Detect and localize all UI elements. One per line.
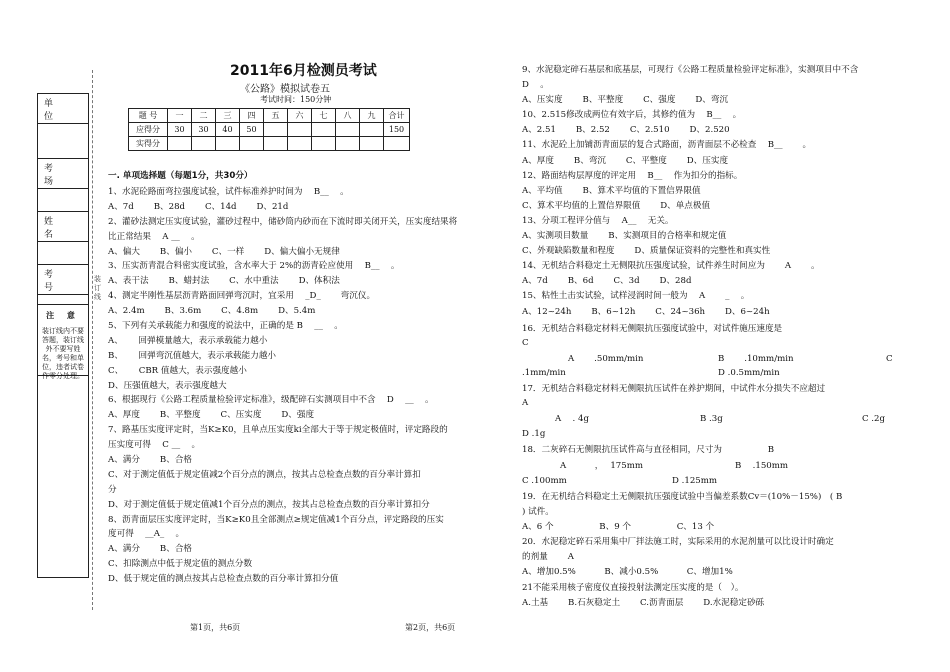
question-line: D、压强值越大，表示强度越大 — [108, 380, 227, 391]
score-col: 一 — [168, 109, 192, 123]
question-line: ) 试件。 — [522, 507, 554, 518]
field-unit-space[interactable] — [38, 124, 88, 159]
score-cell: 50 — [240, 123, 264, 137]
score-cell: 40 — [216, 123, 240, 137]
score-table-header-row — [129, 109, 410, 123]
score-input-cell[interactable] — [288, 137, 312, 151]
binding-column — [37, 93, 89, 578]
page-number-2: 第2页，共6页 — [405, 623, 456, 632]
question-line: A.土基 B.石灰稳定土 C.沥青面层 D.水泥稳定砂砾 — [522, 597, 765, 608]
score-col: 三 — [216, 109, 240, 123]
field-exam-number: 考 号 — [38, 265, 88, 295]
field-exam-room-space[interactable] — [38, 189, 88, 212]
question-line: A、压实度 B、平整度 C、强度 D、弯沉 — [522, 95, 729, 106]
q16-answer: C — [522, 338, 529, 348]
score-col: 六 — [288, 109, 312, 123]
q16-stem: 16．无机结合料稳定材料无侧限抗压强度试验中，对试件施压速度是 — [522, 324, 783, 334]
question-line: A、厚度 B、平整度 C、压实度 D、强度 — [108, 410, 315, 421]
question-line: 9、水泥稳定碎石基层和底基层，可现行《公路工程质量检验评定标准》，实测项目中不含 — [522, 65, 859, 75]
exam-time: 考试时间：150分钟 — [260, 95, 332, 104]
question-line: B、 回弹弯沉值越大，表示承载能力越小 — [108, 350, 277, 361]
question-line: 2、灌砂法测定压实度试验，灌砂过程中，储砂筒内砂而在下流时即关闭开关，压实度结果将 — [108, 216, 458, 227]
question-line: A、厚度 B、弯沉 C、平整度 D、压实度 — [522, 155, 729, 166]
question-line: 4、测定半刚性基层沥青路面回弹弯沉时，宜采用 _D_ 弯沉仪。 — [108, 291, 376, 302]
exam-title: 2011年6月检测员考试 — [230, 63, 377, 79]
score-cell — [264, 123, 288, 137]
score-cell — [288, 123, 312, 137]
score-col: 九 — [360, 109, 384, 123]
question-line: A、2.4m B、3.6m C、4.8m D、5.4m — [108, 306, 316, 317]
score-input-cell[interactable] — [192, 137, 216, 151]
score-input-cell[interactable] — [216, 137, 240, 151]
question-line: D、低于规定值的测点按其占总检查点数的百分率计算扣分值 — [108, 574, 339, 585]
question-line: A、增加0.5% B、减小0.5% C、增加1% — [522, 567, 733, 578]
question-line: A、满分 B、合格 — [108, 544, 193, 555]
page-number-1: 第1页，共6页 — [190, 623, 241, 632]
field-name-space[interactable] — [38, 242, 88, 265]
score-input-cell[interactable] — [384, 137, 410, 151]
question-line: A、平均值 B、算术平均值的下置信界限值 — [522, 185, 701, 196]
field-unit: 单 位 — [38, 94, 88, 124]
score-col: 二 — [192, 109, 216, 123]
score-cell-total: 150 — [384, 123, 410, 137]
question-line: 19．在无机结合料稳定土无侧限抗压强度试验中当偏差系数Cv＝(10%－15%) ( B — [522, 492, 843, 502]
score-col: 八 — [336, 109, 360, 123]
question-line: 10、2.515修改成两位有效字后，其修约值为 B__ 。 — [522, 110, 742, 121]
q17-option-c: C .2g — [862, 414, 886, 424]
notice-box — [38, 304, 88, 380]
question-line: 比正常结果 A __ 。 — [108, 231, 200, 242]
score-table-got-row — [129, 137, 410, 151]
score-input-cell[interactable] — [240, 137, 264, 151]
q17-option-d: D .1g — [522, 429, 546, 439]
question-line: A、表干法 B、蜡封法 C、水中重法 D、体积法 — [108, 276, 340, 287]
score-input-cell[interactable] — [360, 137, 384, 151]
question-line: 21不能采用核子密度仪直接投射法测定压实度的是（ ）。 — [522, 582, 744, 593]
question-line: 12、路面结构层厚度的评定用 B__ 作为扣分的指标。 — [522, 170, 743, 181]
score-row-header: 题 号 — [129, 109, 168, 123]
score-table-due-row — [129, 123, 410, 137]
score-cell: 30 — [168, 123, 192, 137]
question-line: 20．水泥稳定碎石采用集中厂拌法施工时，实际采用的水泥剂量可以比设计时确定 — [522, 537, 834, 548]
question-line: C、对于测定值低于规定值减2个百分点的测点，按其占总检查点数的百分率计算扣 — [108, 469, 421, 480]
question-line: C、扣除测点中低于规定值的测点分数 — [108, 559, 253, 570]
right-question-block-2 — [522, 490, 892, 611]
score-input-cell[interactable] — [264, 137, 288, 151]
score-row-header: 实得分 — [129, 137, 168, 151]
q17-stem: 17．无机结合料稳定材料无侧限抗压试件在养护期间，中试件水分损失不应超过 — [522, 384, 826, 394]
question-line: A、12~24h B、6~12h C、24~36h D、6~24h — [522, 306, 770, 317]
q16-option-c-value: .1mm/min — [522, 368, 566, 378]
question-line: A、6 个 B、9 个 C、13 个 — [522, 522, 715, 533]
q17-option-b: B .3g — [700, 414, 723, 424]
question-line: A、偏大 B、偏小 C、一样 D、偏大偏小无规律 — [108, 246, 340, 257]
question-line: 15、粘性土击实试验，试样浸润时间一般为 A _ 。 — [522, 291, 750, 302]
score-input-cell[interactable] — [312, 137, 336, 151]
score-col: 七 — [312, 109, 336, 123]
q18-option-a: A ， 175mm — [560, 461, 644, 471]
question-line: D 。 — [522, 80, 549, 91]
q17-option-a: A . 4g — [555, 414, 589, 424]
question-line: A、2.51 B、2.52 C、2.510 D、2.520 — [522, 125, 730, 136]
score-cell — [360, 123, 384, 137]
q18-stem: 18．二灰碎石无侧限抗压试件高与直径相同，尺寸为 B — [522, 445, 775, 455]
score-input-cell[interactable] — [168, 137, 192, 151]
question-line: 6、根据现行《公路工程质量检验评定标准》，级配碎石实测项目中不含 D __ 。 — [108, 395, 434, 406]
question-line: 8、沥青面层压实度评定时，当K≥K0且全部测点≥规定值减1个百分点，评定路段的压实 — [108, 514, 444, 525]
notice-title: 注 意 — [46, 310, 80, 320]
question-line: C、外观缺陷数量和程度 D、质量保证资料的完整性和真实性 — [522, 246, 771, 257]
q16-option-a: A .50mm/min — [568, 354, 644, 364]
question-line: A、 回弹模量越大，表示承载能力越小 — [108, 335, 268, 346]
question-line: 3、压实沥青混合料密实度试验，含水率大于 2%的沥青砼应使用 B__ 。 — [108, 261, 400, 272]
score-table — [128, 108, 410, 151]
q16-option-b: B .10mm/min — [718, 354, 794, 364]
score-col: 四 — [240, 109, 264, 123]
q18-option-b: B .150mm — [735, 461, 789, 471]
question-line: 13、分项工程评分值与 A__ 无关。 — [522, 215, 674, 226]
q18-option-d: D .125mm — [672, 476, 718, 486]
question-line: A、7d B、6d C、3d D、28d — [522, 276, 692, 287]
question-line: 的剂量 A — [522, 552, 574, 563]
score-input-cell[interactable] — [336, 137, 360, 151]
q16-option-c: C — [886, 354, 893, 364]
question-line: A、实测项目数量 B、实测项目的合格率和规定值 — [522, 231, 727, 242]
q18-option-c: C .100mm — [522, 476, 567, 486]
score-cell — [336, 123, 360, 137]
score-col: 五 — [264, 109, 288, 123]
exam-subtitle: 《公路》模拟试卷五 — [240, 84, 330, 95]
question-line: C、 CBR 值越大，表示强度越小 — [108, 365, 247, 376]
question-line: A、满分 B、合格 — [108, 455, 193, 466]
question-line: A、7d B、28d C、14d D、21d — [108, 201, 289, 212]
q16-option-d: D .0.5mm/min — [718, 368, 780, 378]
q17-answer: A — [522, 398, 529, 408]
field-name: 姓 名 — [38, 212, 88, 242]
score-row-header: 应得分 — [129, 123, 168, 137]
right-question-block — [522, 63, 892, 320]
score-col-total: 合计 — [384, 109, 410, 123]
score-cell: 30 — [192, 123, 216, 137]
binding-line-label: 装订线 — [94, 275, 101, 301]
field-exam-room: 考 场 — [38, 159, 88, 189]
notice-text: 装订线内不要答题，装订线外不要写姓名，考号和单位，违者试卷作零分处理。 — [42, 327, 84, 380]
section-title: 一. 单项选择题（每题1分，共30分） — [108, 171, 253, 181]
question-line: 11、水泥砼上加铺沥青面层的复合式路面，沥青面层不必检查 B__ 。 — [522, 140, 812, 151]
question-line: D、对于测定值低于规定值减1个百分点的测点，按其占总检查点数的百分率计算扣分 — [108, 499, 430, 510]
score-cell — [312, 123, 336, 137]
question-line: 7、路基压实度评定时，当K≥K0，且单点压实度ki全部大于等于规定极值时，评定路段的 — [108, 425, 448, 436]
binding-line — [92, 70, 93, 610]
left-question-block — [108, 185, 473, 587]
question-line: 压实度可得 C __ 。 — [108, 440, 201, 451]
question-line: 度可得 __A_ 。 — [108, 529, 185, 540]
question-line: C、算术平均值的上置信界限值 D、单点极值 — [522, 200, 711, 211]
question-line: 1、水泥砼路面弯拉强度试验，试件标准养护时间为 B__ 。 — [108, 187, 349, 197]
question-line: 5、下列有关承载能力和强度的说法中，正确的是 B __ 。 — [108, 321, 343, 332]
question-line: 分 — [108, 484, 117, 495]
question-line: 14、无机结合料稳定土无侧限抗压强度试验，试件养生时间应为 A 。 — [522, 261, 820, 272]
